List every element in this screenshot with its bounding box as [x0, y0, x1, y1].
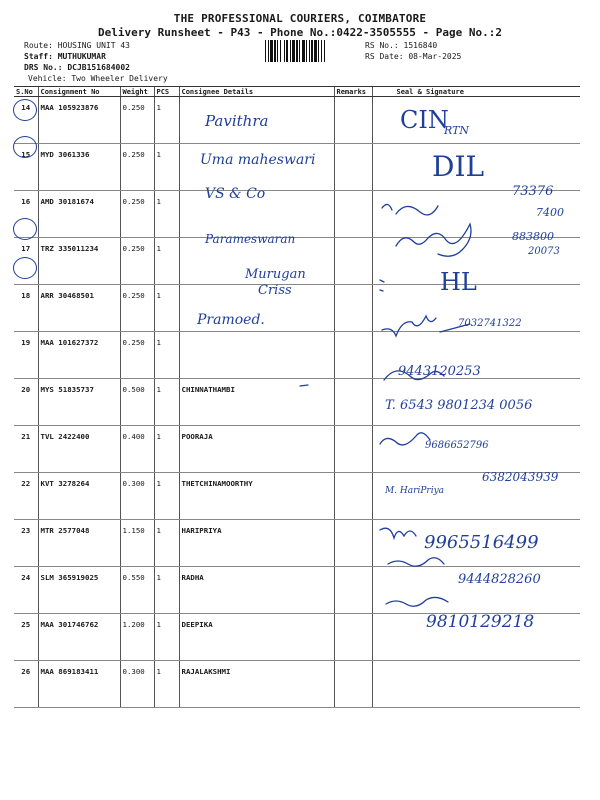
cell-weight: 0.300 — [120, 661, 154, 708]
handwritten-signature: 6382043939 — [482, 470, 559, 484]
cell-consignment: SLM 365919025 — [38, 567, 120, 614]
cell-consignment: MAA 101627372 — [38, 332, 120, 379]
cell-sno: 16 — [14, 191, 38, 238]
handwritten-signature: CIN — [400, 106, 449, 134]
handwritten-signature: 7400 — [536, 206, 564, 219]
cell-weight: 0.250 — [120, 332, 154, 379]
cell-weight: 0.250 — [120, 238, 154, 285]
handwritten-signature: M. HariPriya — [385, 486, 445, 496]
cell-pcs: 1 — [154, 332, 179, 379]
cell-consignment: AMD 30181674 — [38, 191, 120, 238]
cell-consignment: TRZ 335011234 — [38, 238, 120, 285]
cell-weight: 0.250 — [120, 191, 154, 238]
vehicle-label: Vehicle: Two Wheeler Delivery — [28, 74, 168, 83]
cell-pcs: 1 — [154, 473, 179, 520]
handwritten-signature: 20073 — [528, 246, 560, 257]
handwritten-consignee: Murugan — [245, 267, 306, 282]
rs-number: RS No.: 1516840 — [365, 41, 438, 50]
cell-consignee: RAJALAKSHMI — [179, 661, 334, 708]
company-title: THE PROFESSIONAL COURIERS, COIMBATORE — [173, 12, 427, 25]
cell-consignee: POORAJA — [179, 426, 334, 473]
handwritten-signature: 9965516499 — [424, 532, 539, 553]
drs-number: DRS No.: DCJB151684002 — [24, 63, 130, 72]
cell-consignee: THETCHINAMOORTHY — [179, 473, 334, 520]
handwritten-consignee: VS & Co — [205, 186, 266, 202]
cell-pcs: 1 — [154, 238, 179, 285]
cell-pcs: 1 — [154, 661, 179, 708]
handwritten-consignee: Pramoed. — [197, 312, 265, 328]
col-sno: S.No — [14, 87, 38, 97]
cell-sno: 14 — [14, 97, 38, 144]
col-weight: Weight — [120, 87, 154, 97]
cell-weight: 0.250 — [120, 97, 154, 144]
handwritten-consignee: Uma maheswari — [200, 152, 316, 168]
cell-sno: 22 — [14, 473, 38, 520]
cell-pcs: 1 — [154, 614, 179, 661]
cell-consignment: MYS 51835737 — [38, 379, 120, 426]
cell-sno: 21 — [14, 426, 38, 473]
cell-sno: 19 — [14, 332, 38, 379]
handwritten-signature: 9444828260 — [458, 572, 541, 587]
col-consignee: Consignee Details — [179, 87, 334, 97]
handwritten-signature: DIL — [432, 150, 485, 183]
cell-consignment: MTR 2577048 — [38, 520, 120, 567]
cell-sno: 17 — [14, 238, 38, 285]
cell-sno: 18 — [14, 285, 38, 332]
cell-weight: 0.250 — [120, 285, 154, 332]
route-label: Route: HOUSING UNIT 43 — [24, 41, 130, 50]
rs-date: RS Date: 08-Mar-2025 — [365, 52, 462, 61]
cell-weight: 0.250 — [120, 144, 154, 191]
cell-sno: 24 — [14, 567, 38, 614]
cell-consignee: CHINNATHAMBI — [179, 379, 334, 426]
cell-sno: 15 — [14, 144, 38, 191]
cell-sno: 26 — [14, 661, 38, 708]
handwritten-signature: 883800 — [512, 230, 554, 243]
cell-consignee: HARIPRIYA — [179, 520, 334, 567]
staff-label: Staff: MUTHUKUMAR — [24, 52, 106, 61]
handwritten-signature: 9810129218 — [426, 612, 535, 632]
col-seal: Seal & Signature — [372, 87, 580, 97]
cell-consignment: MAA 869183411 — [38, 661, 120, 708]
runsheet-subtitle: Delivery Runsheet - P43 - Phone No.:0422-3505555 - Page No.:2 — [98, 26, 502, 39]
col-remarks: Remarks — [334, 87, 372, 97]
cell-consignment: ARR 30468501 — [38, 285, 120, 332]
handwritten-signature: RTN — [444, 124, 470, 137]
handwritten-signature: HL — [440, 268, 477, 296]
cell-consignment: MYD 3061336 — [38, 144, 120, 191]
cell-sno: 25 — [14, 614, 38, 661]
handwritten-consignee: Pavithra — [205, 112, 269, 130]
cell-sno: 23 — [14, 520, 38, 567]
handwritten-signature: 73376 — [512, 184, 554, 199]
cell-pcs: 1 — [154, 567, 179, 614]
col-consignment: Consignment No — [38, 87, 120, 97]
cell-pcs: 1 — [154, 285, 179, 332]
cell-pcs: 1 — [154, 426, 179, 473]
cell-weight: 0.400 — [120, 426, 154, 473]
handwritten-consignee: Parameswaran — [205, 232, 296, 246]
cell-pcs: 1 — [154, 379, 179, 426]
cell-consignment: TVL 2422400 — [38, 426, 120, 473]
cell-pcs: 1 — [154, 144, 179, 191]
cell-consignee: RADHA — [179, 567, 334, 614]
cell-consignee: DEEPIKA — [179, 614, 334, 661]
handwritten-signature: T. 6543 9801234 0056 — [385, 398, 533, 413]
cell-consignment: KVT 3278264 — [38, 473, 120, 520]
cell-pcs: 1 — [154, 97, 179, 144]
cell-weight: 0.550 — [120, 567, 154, 614]
handwritten-signature: 9443120253 — [398, 364, 481, 379]
handwritten-signature: 7032741322 — [458, 318, 522, 329]
cell-weight: 1.200 — [120, 614, 154, 661]
cell-consignment: MAA 105923876 — [38, 97, 120, 144]
col-pcs: PCS — [154, 87, 179, 97]
cell-weight: 1.150 — [120, 520, 154, 567]
cell-sno: 20 — [14, 379, 38, 426]
cell-pcs: 1 — [154, 191, 179, 238]
handwritten-signature: 9686652796 — [425, 440, 489, 451]
cell-consignment: MAA 301746762 — [38, 614, 120, 661]
cell-weight: 0.300 — [120, 473, 154, 520]
cell-pcs: 1 — [154, 520, 179, 567]
cell-weight: 0.500 — [120, 379, 154, 426]
handwritten-consignee: Criss — [258, 283, 292, 298]
